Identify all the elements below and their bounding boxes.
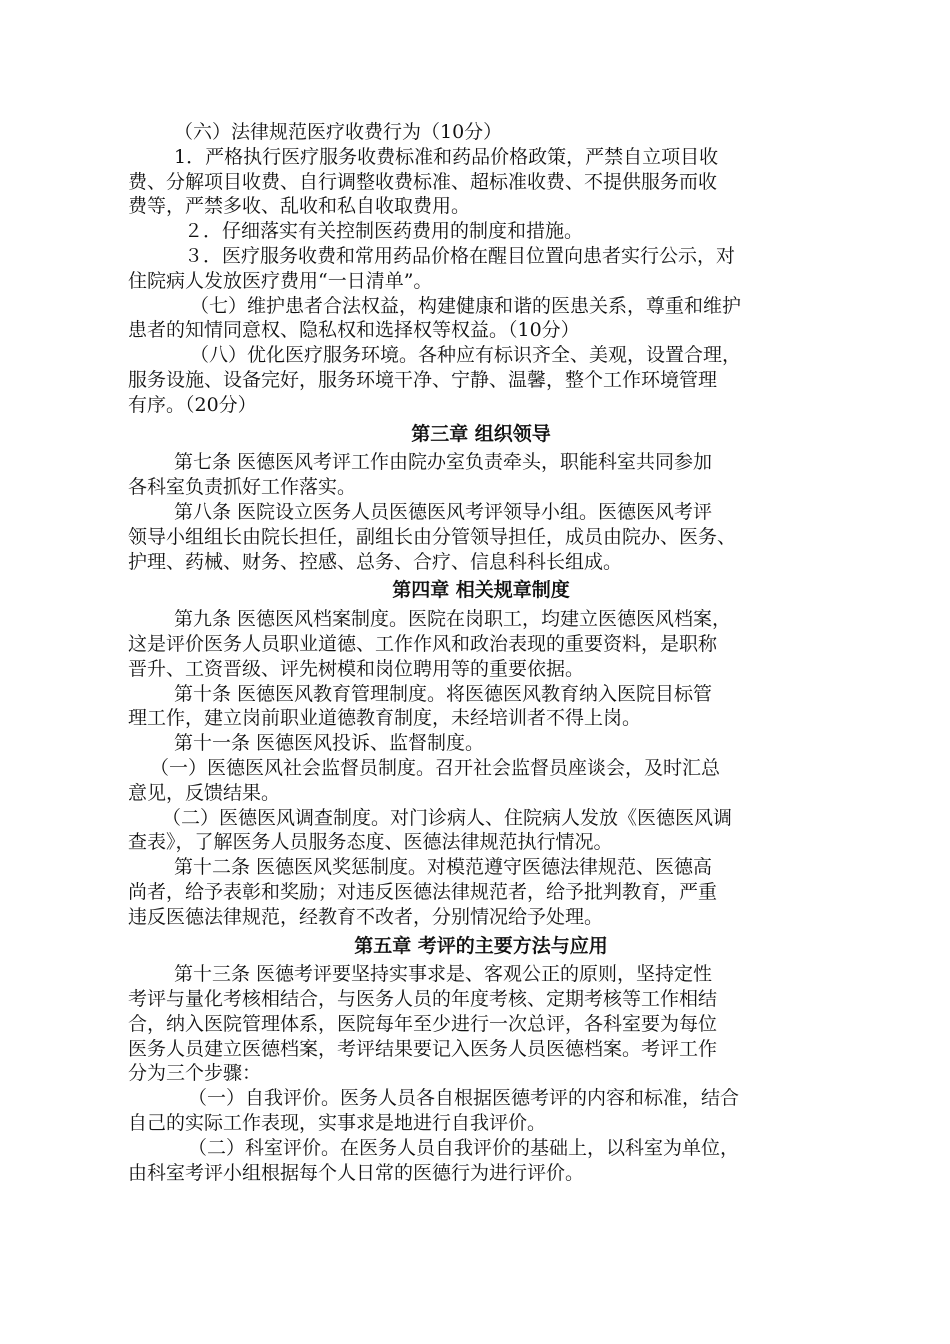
step-1-line-2: 自己的实际工作表现，实事求是地进行自我评价。 (128, 1112, 547, 1135)
section-8-line-2: 服务设施、设备完好，服务环境干净、宁静、温馨，整个工作环境管理 (128, 368, 718, 391)
article-11: 第十一条 医德医风投诉、监督制度。 (174, 732, 485, 755)
section-6-item-1-line-3: 费等，严禁多收、乱收和私自收取费用。 (128, 195, 471, 218)
article-8-line-2: 领导小组组长由院长担任，副组长由分管领导担任，成员由院办、医务、 (128, 525, 737, 548)
section-6-item-3-line-2: 住院病人发放医疗费用“一日清单”。 (128, 269, 433, 292)
section-7-line-2: 患者的知情同意权、隐私权和选择权等权益。（10分） (128, 319, 580, 342)
chapter-4-heading: 第四章 相关规章制度 (392, 579, 570, 602)
section-6-item-1-line-1: 1．严格执行医疗服务收费标准和药品价格政策，严禁自立项目收 (174, 145, 719, 168)
section-6-item-3-line-1: ３．医疗服务收费和常用药品价格在醒目位置向患者实行公示，对 (184, 244, 736, 267)
step-2-line-2: 由科室考评小组根据每个人日常的医德行为进行评价。 (128, 1161, 585, 1184)
step-2-line-1: （二）科室评价。在医务人员自我评价的基础上，以科室为单位， (188, 1136, 740, 1159)
article-12-line-2: 尚者，给予表彰和奖励；对违反医德法律规范者，给予批判教育，严重 (128, 880, 718, 903)
article-11-item-2-line-2: 查表》，了解医务人员服务态度、医德法律规范执行情况。 (128, 831, 613, 854)
article-8-line-3: 护理、药械、财务、控感、总务、合疗、信息科科长组成。 (128, 550, 623, 573)
chapter-3-heading: 第三章 组织领导 (411, 422, 551, 445)
article-7-line-1: 第七条 医德医风考评工作由院办室负责牵头，职能科室共同参加 (174, 451, 713, 474)
article-12-line-1: 第十二条 医德医风奖惩制度。对模范遵守医德法律规范、医德高 (174, 856, 713, 879)
section-8-line-3: 有序。（20分） (128, 393, 257, 416)
step-1-line-1: （一）自我评价。医务人员各自根据医德考评的内容和标准，结合 (188, 1087, 740, 1110)
article-13-line-2: 考评与量化考核相结合，与医务人员的年度考核、定期考核等工作相结 (128, 988, 718, 1011)
article-7-line-2: 各科室负责抓好工作落实。 (128, 476, 357, 499)
article-10-line-1: 第十条 医德医风教育管理制度。将医德医风教育纳入医院目标管 (174, 682, 713, 705)
article-11-item-1-line-1: （一）医德医风社会监督员制度。召开社会监督员座谈会，及时汇总 (150, 756, 721, 779)
article-8-line-1: 第八条 医院设立医务人员医德医风考评领导小组。医德医风考评 (174, 500, 713, 523)
article-12-line-3: 违反医德法律规范，经教育不改者，分别情况给予处理。 (128, 905, 604, 928)
article-13-line-4: 医务人员建立医德档案，考评结果要记入医务人员医德档案。考评工作 (128, 1037, 718, 1060)
article-11-item-2-line-1: （二）医德医风调查制度。对门诊病人、住院病人发放《医德医风调 (162, 806, 733, 829)
section-8-line-1: （八）优化医疗服务环境。各种应有标识齐全、美观，设置合理， (190, 344, 742, 367)
article-13-line-1: 第十三条 医德考评要坚持实事求是、客观公正的原则，坚持定性 (174, 963, 713, 986)
section-7-line-1: （七）维护患者合法权益，构建健康和谐的医患关系，尊重和维护 (190, 294, 742, 317)
chapter-5-heading: 第五章 考评的主要方法与应用 (354, 934, 608, 957)
article-13-line-5: 分为三个步骤： (128, 1062, 262, 1085)
article-13-line-3: 合，纳入医院管理体系，医院每年至少进行一次总评，各科室要为每位 (128, 1012, 718, 1035)
article-11-item-1-line-2: 意见，反馈结果。 (128, 781, 281, 804)
article-9-line-2: 这是评价医务人员职业道德、工作作风和政治表现的重要资料，是职称 (128, 632, 718, 655)
section-6-item-1-line-2: 费、分解项目收费、自行调整收费标准、超标准收费、不提供服务而收 (128, 170, 718, 193)
article-9-line-3: 晋升、工资晋级、评先树模和岗位聘用等的重要依据。 (128, 657, 585, 680)
article-10-line-2: 理工作，建立岗前职业道德教育制度，未经培训者不得上岗。 (128, 707, 642, 730)
document-page (128, 120, 834, 1185)
section-6-title: （六）法律规范医疗收费行为（10分） (174, 121, 503, 143)
article-9-line-1: 第九条 医德医风档案制度。医院在岗职工，均建立医德医风档案， (174, 608, 732, 631)
section-6-item-2: ２．仔细落实有关控制医药费用的制度和措施。 (184, 220, 584, 243)
